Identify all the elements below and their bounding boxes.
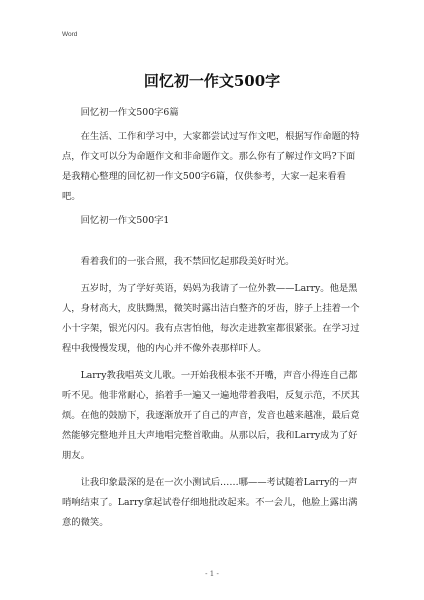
intro-paragraph: 在生活、工作和学习中，大家都尝试过写作文吧，根据写作命题的特点，作文可以分为命题作文和非命题作文。那么你有了解过作文吗?下面是我精心整理的回忆初一作文500字6篇，仅供参考，大家一起来看看吧。 xyxy=(62,131,360,202)
essay-heading: 回忆初一作文500字1 xyxy=(80,215,170,226)
body-paragraph: 看着我们的一张合照，我不禁回忆起那段美好时光。 xyxy=(80,256,295,267)
page-header-label: Word xyxy=(62,31,78,38)
body-paragraph: 五岁时，为了学好英语，妈妈为我请了一位外教——Larry。他是黑人，身材高大，皮肤黝黑，微笑时露出洁白整齐的牙齿，脖子上挂着一个小十字架，银光闪闪。我有点害怕他，每次走进教室都很紧张。在学习过程中我慢慢发现，他的内心并不像外表那样吓人。 xyxy=(62,283,360,354)
essay-subtitle: 回忆初一作文500字6篇 xyxy=(80,107,179,118)
document-body xyxy=(62,103,362,533)
page-number: - 1 - xyxy=(205,570,219,578)
body-paragraph: 让我印象最深的是在一次小测试后……哪——考试随着Larry的一声哨响结束了。Larry拿起试卷仔细地批改起来。不一会儿，他脸上露出满意的微笑。 xyxy=(62,477,358,528)
body-paragraph: Larry教我唱英文儿歌。一开始我根本张不开嘴，声音小得连自己都听不见。他非常耐心，掐着手一遍又一遍地带着我唱，反复示范，不厌其烦。在他的鼓励下，我逐渐放开了自己的声音，发音也越来越准，最后竟然能够完整地并且大声地唱完整首歌曲。从那以后，我和Larry成为了好朋友。 xyxy=(62,370,360,461)
document-title: 回忆初一作文500字 xyxy=(143,72,281,90)
